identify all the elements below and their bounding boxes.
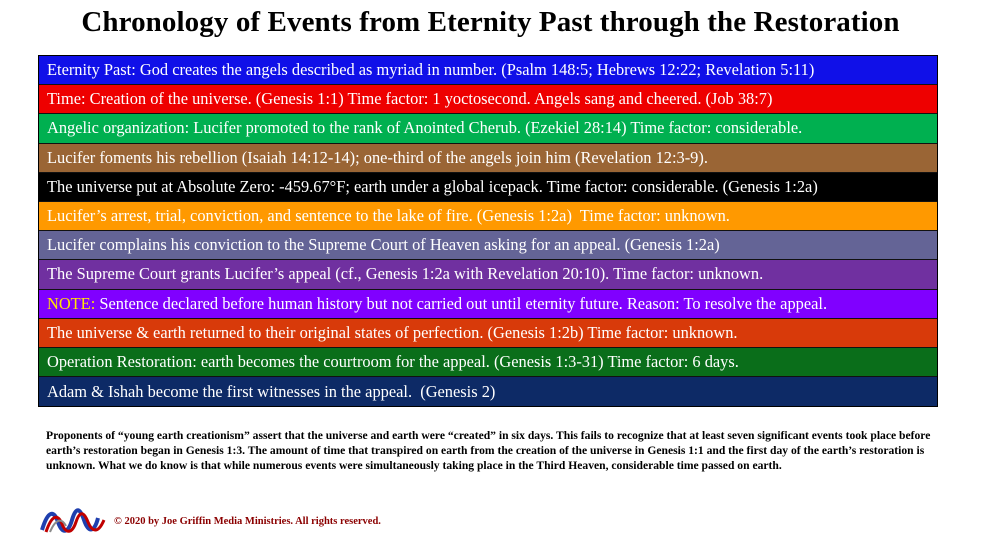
event-text: Lucifer complains his conviction to the Supreme Court of Heaven asking for an appeal. (Genesis 1:2a) xyxy=(47,235,720,255)
event-text: Sentence declared before human history but not carried out until eternity future. Reason: To resolve the appeal. xyxy=(95,293,828,313)
event-row xyxy=(39,348,937,377)
event-text: Operation Restoration: earth becomes the courtroom for the appeal. (Genesis 1:3-31) Time factor: 6 days. xyxy=(47,351,739,371)
event-text: Lucifer’s arrest, trial, conviction, and sentence to the lake of fire. (Genesis 1:2a) Time factor: unknown. xyxy=(47,206,730,226)
event-row xyxy=(39,319,937,348)
copyright-text: © 2020 by Joe Griffin Media Ministries. All rights reserved. xyxy=(114,515,381,527)
event-text: Lucifer foments his rebellion (Isaiah 14:12-14); one-third of the angels join him (Revelation 12:3-9). xyxy=(47,147,708,167)
event-row xyxy=(39,56,937,85)
event-row xyxy=(39,173,937,202)
event-text: The universe & earth returned to their original states of perfection. (Genesis 1:2b) Time factor: unknown. xyxy=(47,322,738,342)
explanatory-note: Proponents of “young earth creationism” assert that the universe and earth were “created” in six days. This fails to recognize that at least seven significant events took place before earth’s restoration began in Genesis 1:3. The amount of time that transpired on earth from the creation of the universe in Genesis 1:1 and the first day of the earth’s restoration is unknown. What we do know is that while numerous events were simultaneously taking place in the Third Heaven, considerable time passed on earth. xyxy=(46,429,931,472)
event-row xyxy=(39,231,937,260)
events-table xyxy=(38,55,938,407)
event-row xyxy=(39,260,937,289)
event-text: The universe put at Absolute Zero: -459.67°F; earth under a global icepack. Time factor: considerable. (Genesis 1:2a) xyxy=(47,176,818,196)
page-title: Chronology of Events from Eternity Past through the Restoration xyxy=(81,6,900,38)
event-row xyxy=(39,202,937,231)
jgmm-wave-logo-icon xyxy=(40,508,106,534)
event-prefix: NOTE: xyxy=(47,293,96,313)
event-row xyxy=(39,290,937,319)
footer xyxy=(40,507,381,535)
event-text: Adam & Ishah become the first witnesses in the appeal. (Genesis 2) xyxy=(47,381,496,401)
event-row xyxy=(39,114,937,143)
event-row xyxy=(39,377,937,406)
event-row xyxy=(39,85,937,114)
event-row xyxy=(39,144,937,173)
event-text: Time: Creation of the universe. (Genesis 1:1) Time factor: 1 yoctosecond. Angels sang and cheered. (Job 38:7) xyxy=(47,89,773,109)
event-text: Angelic organization: Lucifer promoted to the rank of Anointed Cherub. (Ezekiel 28:14) Time factor: considerable. xyxy=(47,118,803,138)
event-text: Eternity Past: God creates the angels described as myriad in number. (Psalm 148:5; Hebrews 12:22; Revelation 5:11) xyxy=(47,60,815,80)
event-text: The Supreme Court grants Lucifer’s appeal (cf., Genesis 1:2a with Revelation 20:10). Time factor: unknown. xyxy=(47,264,764,284)
